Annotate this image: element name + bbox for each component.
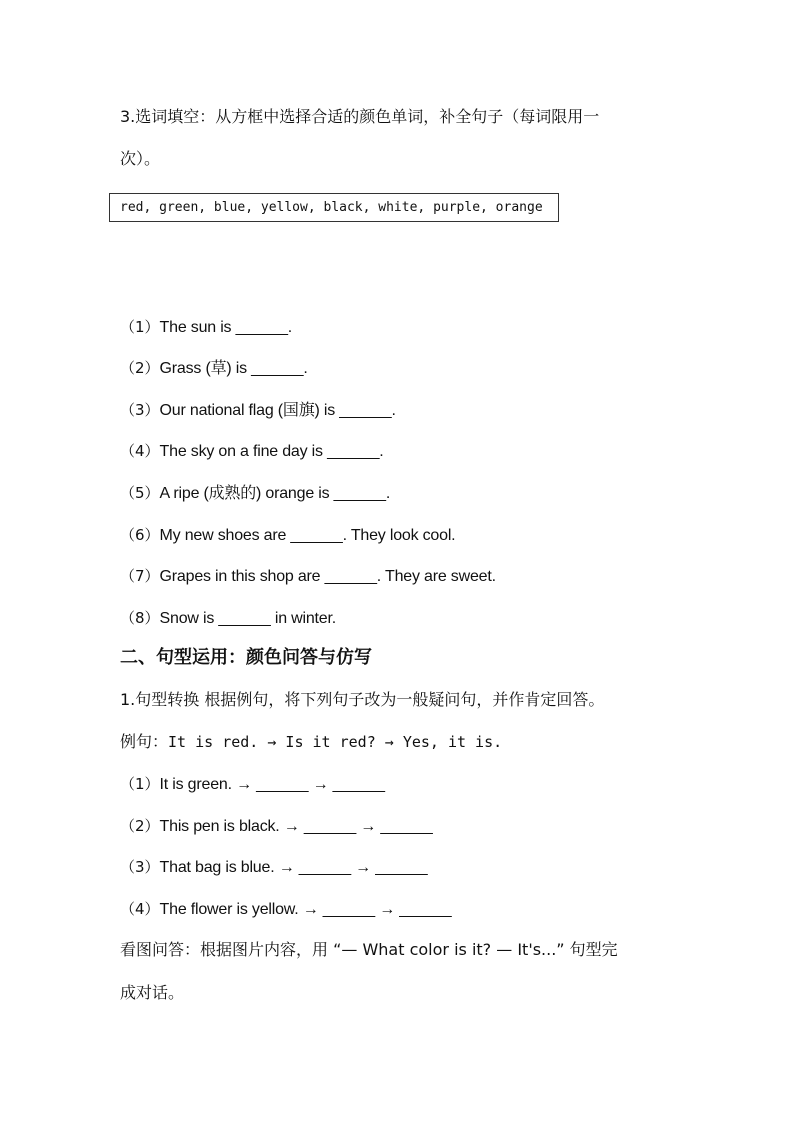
transform-item-4 xyxy=(120,898,451,921)
item-text: Grass (草) is ______. xyxy=(159,360,308,377)
item-number: （2） xyxy=(120,817,160,835)
transform-item-2 xyxy=(120,815,433,838)
fill-item-4 xyxy=(120,440,384,463)
picture-question-line-2: 成对话。 xyxy=(120,983,185,1002)
item-text: A ripe (成熟的) orange is ______. xyxy=(159,485,391,502)
fill-item-3 xyxy=(120,399,396,422)
transform-item-1 xyxy=(120,773,385,796)
item-text: My new shoes are ______. They look cool. xyxy=(159,527,456,544)
word-bank-text: red, green, blue, yellow, black, white, purple, orange xyxy=(120,200,543,215)
item-number: （4） xyxy=(120,442,160,460)
item-number: （6） xyxy=(120,526,160,544)
item-text: It is green. → ______ → ______ xyxy=(159,776,385,793)
item-text: Our national flag (国旗) is ______. xyxy=(159,402,396,419)
section-3-title-line-1: 3.选词填空：从方框中选择合适的颜色单词，补全句子（每词限用一 xyxy=(120,107,600,126)
fill-item-8 xyxy=(120,607,336,630)
fill-item-5 xyxy=(120,482,390,505)
example-sentence xyxy=(120,731,502,753)
item-number: （1） xyxy=(120,775,160,793)
fill-item-2 xyxy=(120,357,308,380)
item-number: （2） xyxy=(120,359,160,377)
word-bank-box xyxy=(109,193,559,222)
item-number: （4） xyxy=(120,900,160,918)
question-1-title: 1.句型转换 根据例句，将下列句子改为一般疑问句，并作肯定回答。 xyxy=(120,690,605,709)
item-number: （8） xyxy=(120,609,160,627)
example-text: It is red. → Is it red? → Yes, it is. xyxy=(168,733,503,751)
item-number: （3） xyxy=(120,858,160,876)
item-number: （5） xyxy=(120,484,160,502)
fill-item-1 xyxy=(120,316,292,339)
part-2-heading: 二、句型运用：颜色问答与仿写 xyxy=(120,647,372,668)
example-label: 例句： xyxy=(120,732,169,751)
fill-item-7 xyxy=(120,565,496,588)
item-text: This pen is black. → ______ → ______ xyxy=(159,818,433,835)
item-text: The flower is yellow. → ______ → ______ xyxy=(159,901,452,918)
picture-question-line-1: 看图问答：根据图片内容，用 “— What color is it? — It's...” 句型完 xyxy=(120,940,618,959)
fill-item-6 xyxy=(120,524,455,547)
item-text: Snow is ______ in winter. xyxy=(159,610,336,627)
item-text: Grapes in this shop are ______. They are sweet. xyxy=(159,568,496,585)
item-number: （3） xyxy=(120,401,160,419)
transform-item-3 xyxy=(120,856,427,879)
item-number: （7） xyxy=(120,567,160,585)
item-text: That bag is blue. → ______ → ______ xyxy=(159,859,428,876)
item-number: （1） xyxy=(120,318,160,336)
item-text: The sky on a fine day is ______. xyxy=(159,443,384,460)
item-text: The sun is ______. xyxy=(159,319,293,336)
section-3-title-line-2: 次）。 xyxy=(120,149,161,168)
